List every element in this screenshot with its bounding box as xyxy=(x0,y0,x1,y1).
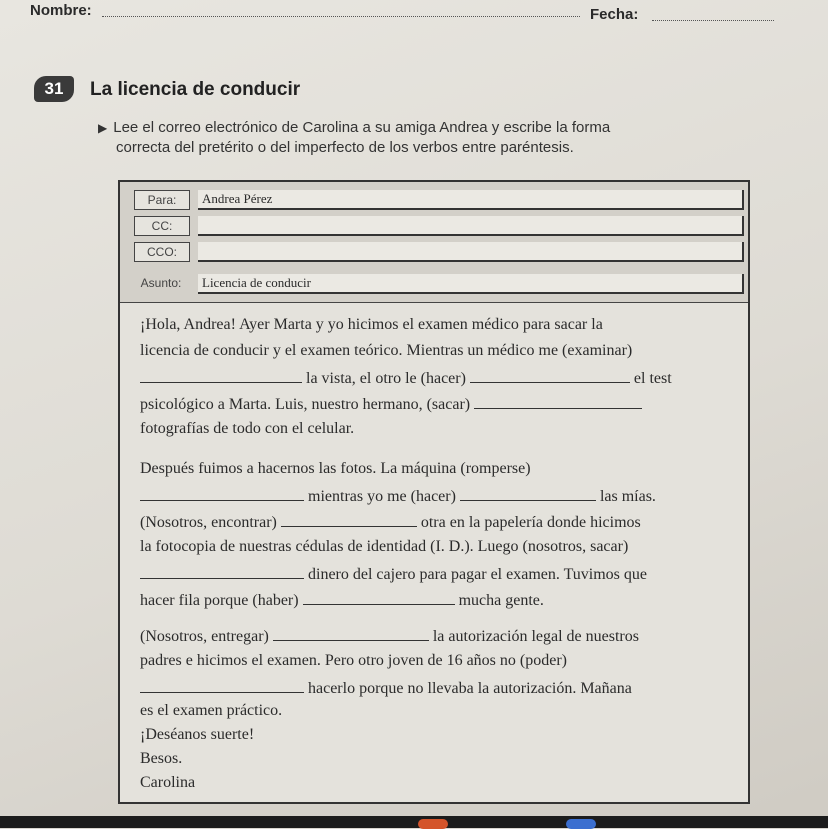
body-line-12 xyxy=(140,626,639,646)
body-text: la vista, el otro le (hacer) xyxy=(306,370,466,387)
answer-blank-7[interactable] xyxy=(140,564,304,579)
answer-blank-10[interactable] xyxy=(140,678,304,693)
body-line-7 xyxy=(140,486,656,506)
body-line-4 xyxy=(140,394,642,414)
body-line-13: padres e hicimos el examen. Pero otro joven de 16 años no (poder) xyxy=(140,652,567,669)
email-window xyxy=(118,180,750,804)
body-text: (Nosotros, entregar) xyxy=(140,628,269,645)
cco-label: CCO: xyxy=(134,242,190,262)
body-line-3 xyxy=(140,368,672,388)
body-line-2: licencia de conducir y el examen teórico. Mientras un médico me (examinar) xyxy=(140,342,633,359)
body-line-1: ¡Hola, Andrea! Ayer Marta y yo hicimos el examen médico para sacar la xyxy=(140,316,603,333)
arrow-icon: ▶ xyxy=(98,121,108,135)
body-text: mientras yo me (hacer) xyxy=(308,488,456,505)
body-line-10 xyxy=(140,564,647,584)
body-line-5: fotografías de todo con el celular. xyxy=(140,420,355,437)
body-text: la autorización legal de nuestros xyxy=(432,628,639,645)
answer-blank-4[interactable] xyxy=(140,486,304,501)
body-text: mucha gente. xyxy=(458,592,544,609)
body-line-8 xyxy=(140,512,641,532)
fecha-line[interactable] xyxy=(652,20,774,21)
cco-field[interactable] xyxy=(198,242,744,262)
answer-blank-3[interactable] xyxy=(474,394,642,409)
body-line-17: Besos. xyxy=(140,750,183,767)
para-label: Para: xyxy=(134,190,190,210)
body-line-16: ¡Deséanos suerte! xyxy=(140,726,255,743)
email-fields xyxy=(120,182,748,303)
body-line-15: es el examen práctico. xyxy=(140,702,283,719)
answer-blank-6[interactable] xyxy=(281,512,417,527)
asunto-label: Asunto: xyxy=(140,276,182,290)
body-text: psicológico a Marta. Luis, nuestro hermano, (sacar) xyxy=(140,396,471,413)
body-text: otra en la papelería donde hicimos xyxy=(420,514,641,531)
answer-blank-1[interactable] xyxy=(140,368,302,383)
cc-label: CC: xyxy=(134,216,190,236)
cc-field[interactable] xyxy=(198,216,744,236)
screen-bottom-edge xyxy=(0,816,828,828)
body-line-6: Después fuimos a hacernos las fotos. La máquina (romperse) xyxy=(140,460,531,477)
body-line-11 xyxy=(140,590,544,610)
answer-blank-9[interactable] xyxy=(273,626,429,641)
body-line-9: la fotocopia de nuestras cédulas de identidad (I. D.). Luego (nosotros, sacar) xyxy=(140,538,629,555)
body-text: hacerlo porque no llevaba la autorización. Mañana xyxy=(308,680,632,697)
instructions xyxy=(98,118,738,158)
exercise-number: 31 xyxy=(34,76,74,102)
body-line-18: Carolina xyxy=(140,774,196,791)
nombre-line[interactable] xyxy=(102,16,580,17)
asunto-field[interactable]: Licencia de conducir xyxy=(198,274,744,294)
fecha-label: Fecha: xyxy=(590,6,639,23)
answer-blank-2[interactable] xyxy=(470,368,630,383)
body-text: dinero del cajero para pagar el examen. Tuvimos que xyxy=(308,566,647,583)
body-text: el test xyxy=(633,370,672,387)
exercise-title: La licencia de conducir xyxy=(90,79,301,100)
nombre-label: Nombre: xyxy=(30,2,92,19)
para-field[interactable]: Andrea Pérez xyxy=(198,190,744,210)
answer-blank-8[interactable] xyxy=(303,590,455,605)
instruction-line-2: correcta del pretérito o del imperfecto de los verbos entre paréntesis. xyxy=(116,139,574,156)
body-text: (Nosotros, encontrar) xyxy=(140,514,277,531)
answer-blank-5[interactable] xyxy=(460,486,596,501)
body-line-14 xyxy=(140,678,632,698)
body-text: hacer fila porque (haber) xyxy=(140,592,299,609)
body-text: las mías. xyxy=(599,488,656,505)
instruction-line-1: Lee el correo electrónico de Carolina a su amiga Andrea y escribe la forma xyxy=(113,119,611,136)
